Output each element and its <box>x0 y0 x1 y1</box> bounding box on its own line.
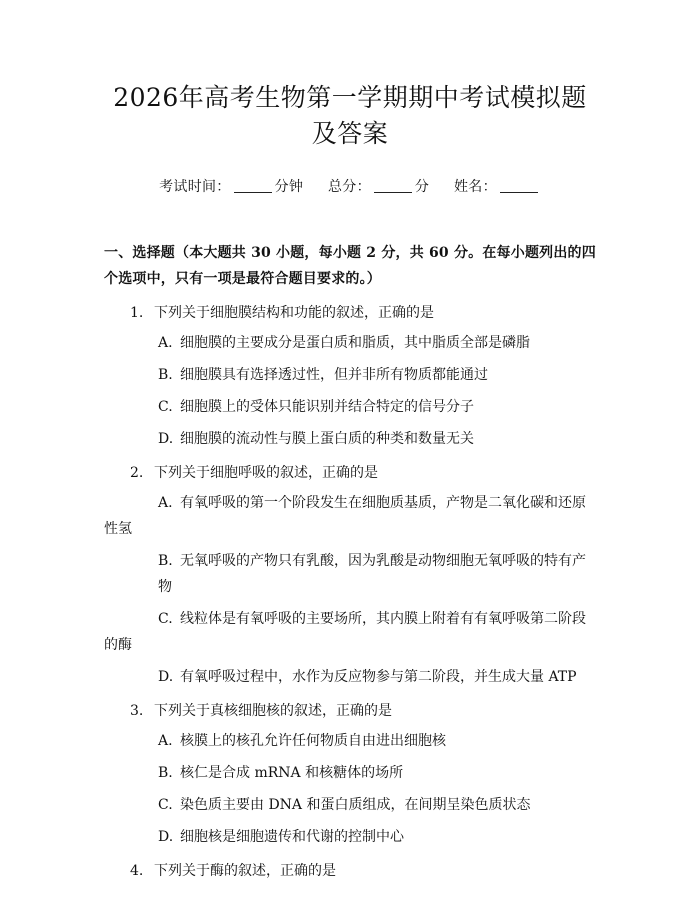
total-score-blank <box>374 192 412 193</box>
total-score-field <box>328 179 429 195</box>
question-item <box>104 700 596 850</box>
option-letter: B. <box>158 765 173 781</box>
option-text: 细胞核是细胞遗传和代谢的控制中心 <box>180 829 404 845</box>
option-letter: C. <box>158 611 173 627</box>
question-text: 下列关于细胞呼吸的叙述，正确的是 <box>154 465 378 481</box>
option-c <box>104 394 596 420</box>
exam-time-unit: 分钟 <box>274 179 304 195</box>
question-number: 2. <box>130 465 144 481</box>
option-letter: B. <box>158 553 173 569</box>
name-label: 姓名： <box>453 179 497 195</box>
option-letter: D. <box>158 431 174 447</box>
question-number: 4. <box>130 863 144 879</box>
name-blank <box>500 192 538 193</box>
question-stem <box>104 302 596 324</box>
option-c <box>104 606 596 658</box>
option-letter: D. <box>158 669 174 685</box>
page-title: 2026年高考生物第一学期期中考试模拟题及答案 <box>113 83 587 148</box>
question-text: 下列关于酶的叙述，正确的是 <box>154 863 336 879</box>
question-stem <box>104 860 596 882</box>
option-text: 线粒体是有氧呼吸的主要场所，其内膜上附着有有氧呼吸第二阶段的酶 <box>104 611 586 653</box>
option-text: 细胞膜上的受体只能识别并结合特定的信号分子 <box>180 399 474 415</box>
option-letter: C. <box>158 797 173 813</box>
option-d <box>104 664 596 690</box>
option-letter: C. <box>158 399 173 415</box>
question-item <box>104 302 596 452</box>
option-b <box>104 760 596 786</box>
option-text: 细胞膜的主要成分是蛋白质和脂质，其中脂质全部是磷脂 <box>180 335 530 351</box>
total-score-label: 总分： <box>327 179 371 195</box>
question-item <box>104 462 596 690</box>
exam-time-label: 考试时间： <box>159 179 231 195</box>
question-list <box>104 302 596 882</box>
option-d <box>104 824 596 850</box>
option-text: 核仁是合成 mRNA 和核糖体的场所 <box>180 765 404 781</box>
question-text: 下列关于细胞膜结构和功能的叙述，正确的是 <box>154 305 434 321</box>
option-text: 核膜上的核孔允许任何物质自由进出细胞核 <box>180 733 446 749</box>
option-text: 有氧呼吸的第一个阶段发生在细胞质基质，产物是二氧化碳和还原性氢 <box>104 495 586 537</box>
question-number: 1. <box>130 305 144 321</box>
option-letter: B. <box>158 367 173 383</box>
option-c <box>104 792 596 818</box>
option-letter: A. <box>158 733 173 749</box>
option-a <box>104 728 596 754</box>
option-a <box>104 490 596 542</box>
question-text: 下列关于真核细胞核的叙述，正确的是 <box>154 703 392 719</box>
exam-info-line <box>104 176 596 196</box>
option-a <box>104 330 596 356</box>
exam-time-blank <box>234 192 272 193</box>
question-stem <box>104 700 596 722</box>
option-d <box>104 426 596 452</box>
section-heading: 一、选择题（本大题共 30 小题，每小题 2 分，共 60 分。在每小题列出的四个选项中，只有一项是最符合题目要求的。） <box>104 245 596 287</box>
option-text: 细胞膜具有选择透过性，但并非所有物质都能通过 <box>180 367 488 383</box>
option-letter: A. <box>158 495 173 511</box>
option-text: 细胞膜的流动性与膜上蛋白质的种类和数量无关 <box>180 431 474 447</box>
option-b <box>104 362 596 388</box>
option-text: 染色质主要由 DNA 和蛋白质组成，在间期呈染色质状态 <box>180 797 531 813</box>
name-field <box>454 179 541 195</box>
question-stem <box>104 462 596 484</box>
option-text: 无氧呼吸的产物只有乳酸，因为乳酸是动物细胞无氧呼吸的特有产物 <box>158 553 586 595</box>
total-score-unit: 分 <box>414 179 430 195</box>
exam-time-field <box>159 179 303 195</box>
option-letter: D. <box>158 829 174 845</box>
option-b <box>104 548 596 600</box>
option-text: 有氧呼吸过程中，水作为反应物参与第二阶段，并生成大量 ATP <box>180 669 577 685</box>
question-item <box>104 860 596 882</box>
option-letter: A. <box>158 335 173 351</box>
question-number: 3. <box>130 703 144 719</box>
